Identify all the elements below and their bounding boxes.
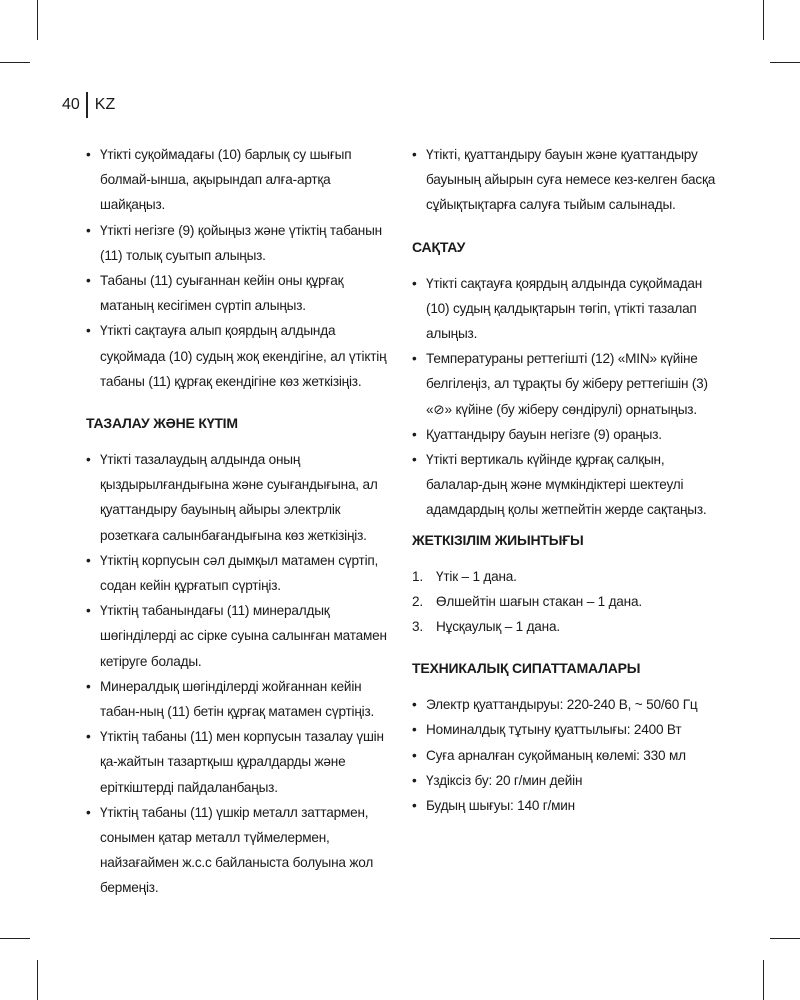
page-number: 40 bbox=[62, 96, 80, 113]
crop-mark bbox=[0, 938, 30, 939]
item-text: Өлшейтін шағын стакан – 1 дана. bbox=[436, 593, 642, 609]
list-item: • Электр қуаттандыруы: 220-240 В, ~ 50/60 Гц bbox=[412, 692, 722, 717]
section-title-specs: ТЕХНИКАЛЫҚ СИПАТТАМАЛАРЫ bbox=[412, 660, 641, 677]
specs-list bbox=[412, 692, 722, 818]
list-item bbox=[412, 589, 722, 614]
section-title-storage: САҚТАУ bbox=[412, 238, 466, 255]
list-item: • Үтіктің корпусын сәл дымқыл матамен сүртіп, содан кейін құрғатып сүртіңіз. bbox=[86, 548, 392, 598]
item-number: 1. bbox=[412, 568, 423, 584]
item-text: Нұсқаулық – 1 дана. bbox=[436, 619, 560, 635]
crop-mark bbox=[763, 960, 764, 1000]
item-text: Үтік – 1 дана. bbox=[436, 568, 517, 584]
crop-mark bbox=[37, 0, 38, 40]
list-item: • Үтікті сақтауға қоярдың алдында суқоймадан (10) судың қалдықтарын төгіп, үтікті тазалап алыңыз. bbox=[412, 271, 722, 347]
list-item: • Үздіксіз бу: 20 г/мин дейін bbox=[412, 768, 722, 793]
header-divider bbox=[86, 92, 88, 118]
language-code: KZ bbox=[94, 96, 116, 113]
cleaning-list bbox=[86, 447, 392, 901]
left-column bbox=[86, 142, 392, 901]
package-list bbox=[412, 564, 722, 640]
intro-list bbox=[86, 142, 392, 394]
crop-mark bbox=[770, 938, 800, 939]
storage-list bbox=[412, 271, 722, 523]
list-item: • Минералдық шөгінділерді жойғаннан кейін табан-ның (11) бетін құрғақ матамен сүртіңіз. bbox=[86, 674, 392, 724]
item-number: 3. bbox=[412, 619, 423, 635]
list-item: • Қуаттандыру бауын негізге (9) ораңыз. bbox=[412, 422, 722, 447]
list-item: • Будың шығуы: 140 г/мин bbox=[412, 793, 722, 818]
crop-mark bbox=[0, 62, 30, 63]
list-item: • Табаны (11) суығаннан кейін оны құрғақ матаның кесігімен сүртіп алыңыз. bbox=[86, 268, 392, 318]
right-column bbox=[412, 142, 722, 818]
list-item: • Үтікті, қуаттандыру бауын және қуаттандыру бауының айырын суға немесе кез-келген басқа сұйықтықтарға салуға тыйым салынады. bbox=[412, 142, 722, 218]
section-title-cleaning: ТАЗАЛАУ ЖӘНЕ КҮТІМ bbox=[86, 415, 238, 432]
list-item: • Үтікті суқоймадағы (10) барлық су шығып болмай-ынша, ақырындап алға-артқа шайқаңыз. bbox=[86, 142, 392, 218]
list-item: • Үтікті негізге (9) қойыңыз және үтіктің табанын (11) толық суытып алыңыз. bbox=[86, 218, 392, 268]
section-title-package: ЖЕТКІЗІЛІМ ЖИЫНТЫҒЫ bbox=[412, 531, 584, 548]
list-item bbox=[412, 564, 722, 589]
page-header bbox=[62, 90, 115, 120]
crop-mark bbox=[763, 0, 764, 40]
list-item: • Үтікті вертикаль күйінде құрғақ салқын, балалар-дың және мүмкіндіктері шектеулі адамдардың қолы жетпейтін жерде сақтаңыз. bbox=[412, 447, 722, 523]
item-number: 2. bbox=[412, 593, 423, 609]
intro-list bbox=[412, 142, 722, 218]
list-item bbox=[412, 614, 722, 639]
list-item: • Үтіктің табаны (11) мен корпусын тазалау үшін қа-жайтын тазартқыш құралдарды және еріткіштерді пайдаланбаңыз. bbox=[86, 724, 392, 800]
list-item: • Үтіктің табаны (11) үшкір металл заттармен, сонымен қатар металл түймелермен, найзағаймен ж.с.с байланыста болуына жол бермеңіз. bbox=[86, 800, 392, 901]
crop-mark bbox=[770, 62, 800, 63]
list-item: • Температураны реттегішті (12) «MIN» күйіне белгілеңіз, ал тұрақты бу жіберу реттегішін (3) «⊘» күйіне (бу жіберу сөндірулі) орнатыңыз. bbox=[412, 346, 722, 422]
list-item: • Номиналдық тұтыну қуаттылығы: 2400 Вт bbox=[412, 717, 722, 742]
list-item: • Үтікті сақтауға алып қоярдың алдында суқоймада (10) судың жоқ екендігіне, ал үтіктің табаны (11) құрғақ екендігіне көз жеткізіңіз. bbox=[86, 318, 392, 394]
list-item: • Үтікті тазалаудың алдында оның қыздырылғандығына және суығандығына, ал қуаттандыру бауының айыры электрлік розеткаға салынбағандығына көз жеткізіңіз. bbox=[86, 447, 392, 548]
list-item: • Суға арналған суқойманың көлемі: 330 мл bbox=[412, 743, 722, 768]
crop-mark bbox=[37, 960, 38, 1000]
list-item: • Үтіктің табанындағы (11) минералдық шөгінділерді ас сірке суына салынған матамен кетіруге болады. bbox=[86, 598, 392, 674]
